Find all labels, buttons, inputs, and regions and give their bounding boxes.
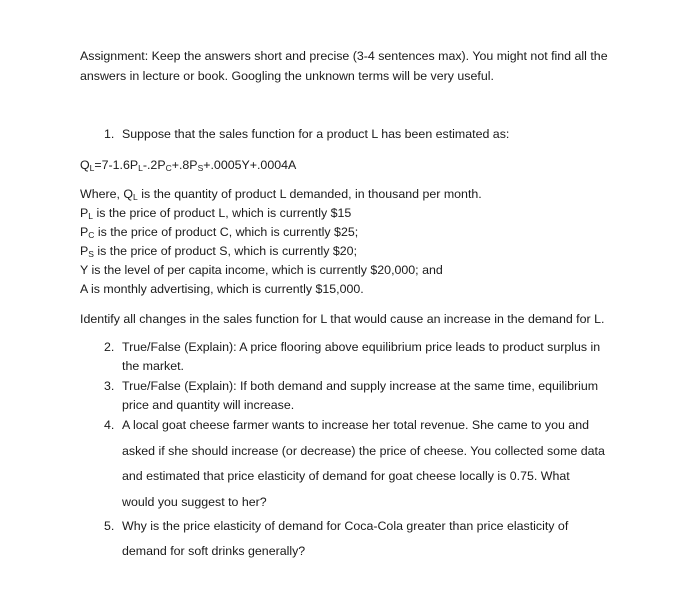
question-2-line-1: True/False (Explain): A price flooring above equilibrium price leads to product surplus in (122, 340, 601, 354)
question-5-number: 5. (104, 519, 115, 533)
pl-text: is the price of product L, which is currently $15 (93, 206, 352, 220)
question-5-line-2: demand for soft drinks generally? (122, 544, 306, 558)
identify-instruction: Identify all changes in the sales function for L that would cause an increase in the demand for L. (80, 312, 605, 326)
pl-sub: L (88, 211, 93, 221)
question-1-text: Suppose that the sales function for a product L has been estimated as: (122, 127, 510, 141)
pl-symbol: P (80, 206, 89, 220)
question-3-line-2: price and quantity will increase. (122, 398, 295, 412)
question-4-number: 4. (104, 418, 115, 432)
formula-term-pl: =7-1.6P (94, 158, 139, 172)
question-4-line-4: would you suggest to her? (122, 495, 267, 509)
intro-line-1: Assignment: Keep the answers short and precise (3-4 sentences max). You might not find all the (80, 49, 608, 63)
formula-pl-sub: L (138, 163, 143, 173)
where-sub: L (133, 192, 138, 202)
pc-definition (80, 224, 358, 240)
where-line (80, 186, 482, 202)
a-definition: A is monthly advertising, which is currently $15,000. (80, 282, 364, 296)
formula-term-pc: -.2P (142, 158, 166, 172)
question-5-line-1: Why is the price elasticity of demand for Coca-Cola greater than price elasticity of (122, 519, 569, 533)
question-3-line-1: True/False (Explain): If both demand and supply increase at the same time, equilibrium (122, 379, 599, 393)
pc-sub: C (88, 230, 95, 240)
formula-q: Q (80, 158, 90, 172)
question-4-line-2: asked if she should increase (or decrease) the price of cheese. You collected some data (122, 444, 605, 458)
question-3-number: 3. (104, 379, 115, 393)
ps-definition (80, 243, 357, 259)
ps-sub: S (88, 249, 94, 259)
sales-function-formula (80, 157, 296, 173)
question-4-line-3: and estimated that price elasticity of demand for goat cheese locally is 0.75. What (122, 469, 570, 483)
ps-symbol: P (80, 244, 89, 258)
question-1-number: 1. (104, 127, 115, 141)
pc-text: is the price of product C, which is currently $25; (94, 225, 359, 239)
formula-q-sub: L (89, 163, 95, 173)
formula-pc-sub: C (165, 163, 172, 173)
formula-term-rest: +.0005Y+.0004A (203, 158, 297, 172)
formula-term-ps: +.8P (171, 158, 198, 172)
y-definition: Y is the level of per capita income, which is currently $20,000; and (80, 263, 443, 277)
question-2-number: 2. (104, 340, 115, 354)
pc-symbol: P (80, 225, 89, 239)
question-4-line-1: A local goat cheese farmer wants to increase her total revenue. She came to you and (122, 418, 589, 432)
where-text: is the quantity of product L demanded, in thousand per month. (137, 187, 482, 201)
pl-definition (80, 205, 351, 221)
question-2-line-2: the market. (122, 359, 184, 373)
formula-ps-sub: S (197, 163, 204, 173)
intro-line-2: answers in lecture or book. Googling the unknown terms will be very useful. (80, 69, 494, 83)
where-prefix: Where, Q (80, 187, 134, 201)
ps-text: is the price of product S, which is currently $20; (93, 244, 358, 258)
